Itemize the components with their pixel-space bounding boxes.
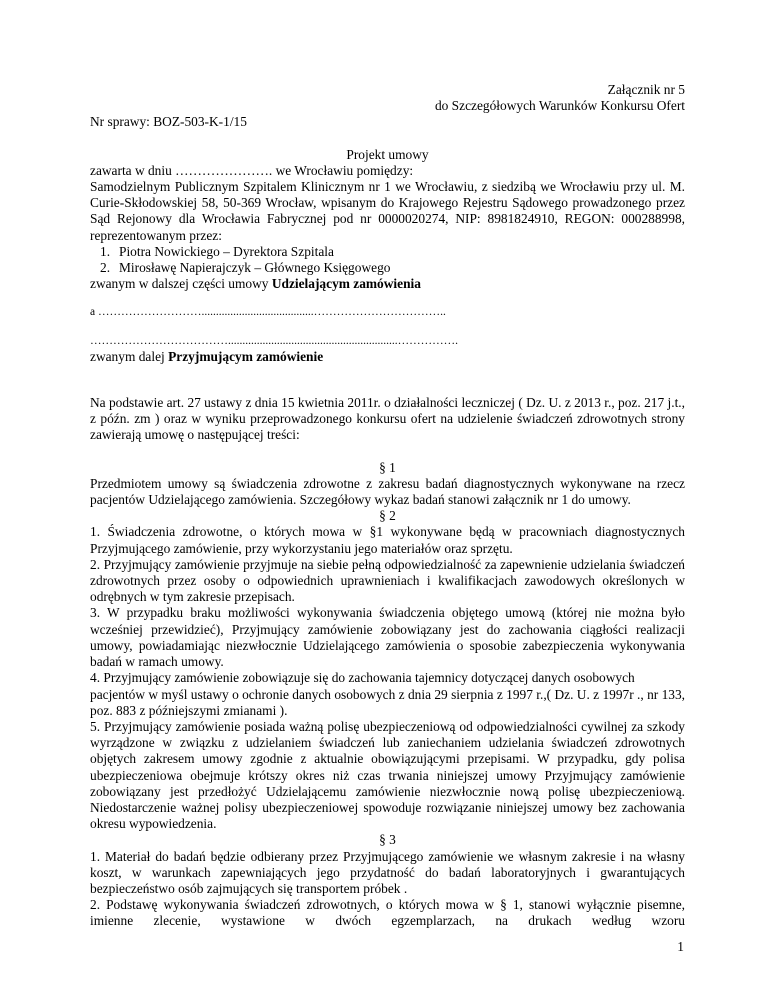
concluded-line: zawarta w dniu …………………. we Wrocławiu pomiędzy: xyxy=(90,162,414,178)
section-2-paragraph: 5. Przyjmujący zamówienie posiada ważną polisę ubezpieczeniową od odpowiedzialności cywilnej za szkody wyrządzone w związku z udzielaniem świadczeń lub zaniechaniem udzielania świadczeń zdrowotnych objętych zakresem umowy zgodnie z aktualnie obowiązującymi przepisami. W przypadku, gdy polisa ubezpieczeniowa obejmuje krótszy okres niż czas trwania niniejszej umowy Przyjmujący zamówienie zobowiązany jest przedłożyć Udzielającemu zamówienie niezwłocznie nową polisę ubezpieczeniową. Niedostarczenie ważnej polisy ubezpieczeniowej spowoduje rozwiązanie niniejszej umowy bez zachowania okresu wypowiedzenia. xyxy=(90,718,685,832)
party-a-line-2: ………………………………...........................................................……………. xyxy=(90,334,458,347)
annex-line-1: Załącznik nr 5 xyxy=(607,82,685,97)
section-3-paragraph: 1. Materiał do badań będzie odbierany przez Przyjmującego zamówienie we własnym zakresie i na własny koszt, w warunkach zapewniających jego przydatność do badań laboratoryjnych i gwarantujących bezpieczeństwo osób zajmujących się transportem próbek . xyxy=(90,848,685,896)
representatives-list xyxy=(90,244,685,276)
section-3-paragraph: 2. Podstawę wykonywania świadczeń zdrowotnych, o których mowa w § 1, stanowi wyłącznie pisemne, imienne zlecenie, wystawione w dwóch egzemplarzach, na drukach według wzoru xyxy=(90,897,685,929)
party-a-line: a ……………………….......................................…………………………….. xyxy=(90,306,446,319)
representative-item: 1. Piotra Nowickiego – Dyrektora Szpitala xyxy=(100,243,334,259)
section-2-paragraph: 3. W przypadku braku możliwości wykonywania świadczenia objętego umową (której nie można było wcześniej przewidzieć), Przyjmujący zamówienie zobowiązany jest do zachowania ciągłości realizacji umowy, powiadamiając niezwłocznie Udzielającego zamówienia o sposobie zabezpieczenia wykonywania badań w ramach umowy. xyxy=(90,605,685,670)
section-2-paragraph: 2. Przyjmujący zamówienie przyjmuje na siebie pełną odpowiedzialność za zapewnienie udzielania świadczeń zdrowotnych przez osoby o odpowiednich uprawnieniach i kwalifikacjach zawodowych określonych w odrębnych w tym zakresie przepisach. xyxy=(90,556,685,605)
section-2-paragraph: 4. Przyjmujący zamówienie zobowiązuje się do zachowania tajemnicy dotyczącej danych osobowych pacjentów w myśl ustawy o ochronie danych osobowych z dnia 29 sierpnia z 1997 r.,( Dz. U. z 1997r ., nr 133, poz. 883 z późniejszymi zmianami ). xyxy=(90,670,686,718)
section-1-text: Przedmiotem umowy są świadczenia zdrowotne z zakresu badań diagnostycznych wykonywane na rzecz pacjentów Udzielającego zamówienia. Szczegółowy wykaz badań stanowi załącznik nr 1 do umowy. xyxy=(90,475,685,508)
contractor-line: zwanym dalej Przyjmującym zamówienie xyxy=(90,348,324,364)
section-3-title: § 3 xyxy=(379,832,396,848)
annex-line-2: do Szczegółowych Warunków Konkursu Ofert xyxy=(434,98,685,114)
document-title: Projekt umowy xyxy=(346,146,429,162)
case-number: Nr sprawy: BOZ-503-K-1/15 xyxy=(90,114,247,130)
section-2-paragraph: 1. Świadczenia zdrowotne, o których mowa w §1 wykonywane będą w pracowniach diagnostycznych Przyjmującego zamówienie, przy wykorzystaniu jego materiałów oraz sprzętu. xyxy=(90,524,685,556)
ordering-party-line: zwanym w dalszej części umowy Udzielającym zamówienia xyxy=(90,276,421,292)
document-body xyxy=(90,0,685,930)
section-1-title: § 1 xyxy=(379,459,396,475)
representative-item: 2. Mirosławę Napierajczyk – Głównego Księgowego xyxy=(100,260,391,276)
section-2-title: § 2 xyxy=(379,508,396,524)
hospital-description: Samodzielnym Publicznym Szpitalem Klinicznym nr 1 we Wrocławiu, z siedzibą we Wrocławiu przy ul. M. Curie-Skłodowskiej 58, 50-369 Wrocław, wpisanym do Krajowego Rejestru Sądowego prowadzonego przez Sąd Rejonowy dla Wrocławia Fabrycznej pod nr 0000020274, NIP: 8981824910, REGON: 000288998, reprezentowanym przez: xyxy=(90,179,685,243)
legal-basis: Na podstawie art. 27 ustawy z dnia 15 kwietnia 2011r. o działalności leczniczej ( Dz. U. z 2013 r., poz. 217 j.t., z późn. zm ) oraz w wyniku przeprowadzonego konkursu ofert na udzielenie świadczeń zdrowotnych strony zawierają umowę o następującej treści: xyxy=(90,395,685,443)
page-number: 1 xyxy=(677,939,684,954)
